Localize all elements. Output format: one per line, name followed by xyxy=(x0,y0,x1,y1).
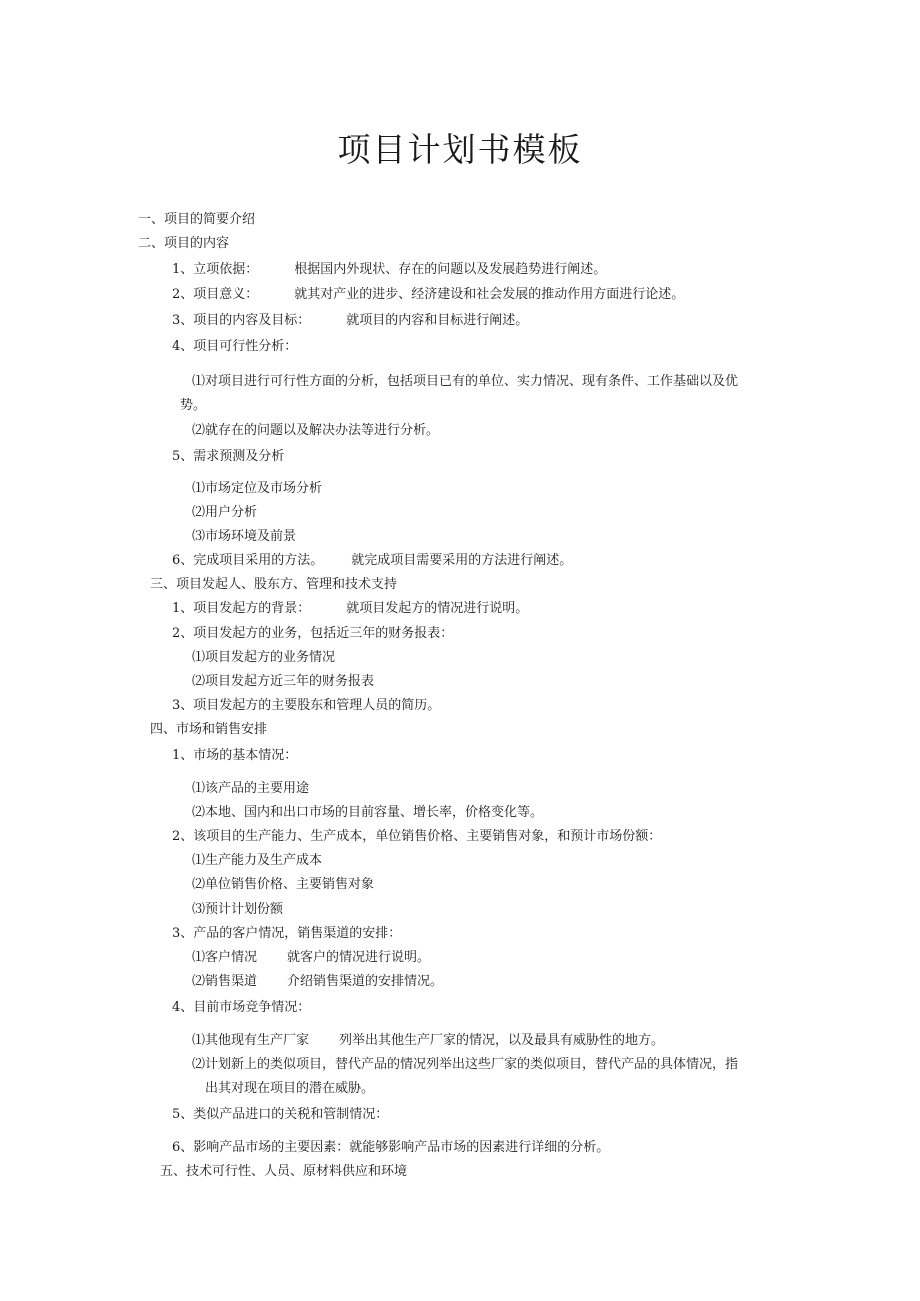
sub-item-text: 就客户的情况进行说明。 xyxy=(287,950,431,965)
item-4-6: 6、影响产品市场的主要因素：就能够影响产品市场的因素进行详细的分析。 xyxy=(172,1140,610,1155)
item-2-6 xyxy=(172,552,572,570)
item-2-2 xyxy=(172,286,684,304)
section-3-heading: 三、项目发起人、股东方、管理和技术支持 xyxy=(150,577,398,592)
item-text: 根据国内外现状、存在的问题以及发展趋势进行阐述。 xyxy=(294,262,607,277)
sub-item: ⑴项目发起方的业务情况 xyxy=(192,650,336,665)
item-text: 就项目发起方的情况进行说明。 xyxy=(346,601,529,616)
sub-item xyxy=(192,973,443,991)
item-2-3 xyxy=(172,312,528,330)
item-label: 1、项目发起方的背景： xyxy=(172,601,311,616)
sub-item: ⑵单位销售价格、主要销售对象 xyxy=(192,877,375,892)
sub-item-continued: 出其对现在项目的潜在威胁。 xyxy=(205,1081,375,1096)
item-4-4: 4、目前市场竞争情况： xyxy=(172,1000,311,1015)
item-4-3: 3、产品的客户情况，销售渠道的安排： xyxy=(172,926,402,941)
item-text: 就其对产业的进步、经济建设和社会发展的推动作用方面进行论述。 xyxy=(294,287,685,302)
sub-item: ⑶预计计划份额 xyxy=(192,902,284,917)
document-title: 项目计划书模板 xyxy=(337,130,583,169)
sub-item-label: ⑴客户情况 xyxy=(192,950,258,965)
item-4-1: 1、市场的基本情况： xyxy=(172,748,298,763)
item-label: 1、立项依据： xyxy=(172,262,259,277)
item-2-5: 5、需求预测及分析 xyxy=(172,449,285,464)
sub-item: ⑴对项目进行可行性方面的分析，包括项目已有的单位、实力情况、现有条件、工作基础以及优 xyxy=(192,374,739,389)
sub-item: ⑵本地、国内和出口市场的目前容量、增长率，价格变化等。 xyxy=(192,805,544,820)
section-4-heading: 四、市场和销售安排 xyxy=(150,722,268,737)
item-2-1 xyxy=(172,261,606,279)
section-5-heading: 五、技术可行性、人员、原材料供应和环境 xyxy=(160,1164,408,1179)
sub-item: ⑵计划新上的类似项目，替代产品的情况列举出这些厂家的类似项目，替代产品的具体情况，指 xyxy=(192,1057,739,1072)
sub-item: ⑴该产品的主要用途 xyxy=(192,781,310,796)
item-4-2: 2、该项目的生产能力、生产成本，单位销售价格、主要销售对象，和预计市场份额： xyxy=(172,829,662,844)
section-1-heading: 一、项目的简要介绍 xyxy=(138,212,256,227)
item-text: 就项目的内容和目标进行阐述。 xyxy=(346,313,529,328)
item-3-2: 2、项目发起方的业务，包括近三年的财务报表： xyxy=(172,626,454,641)
item-label: 3、项目的内容及目标： xyxy=(172,313,311,328)
sub-item xyxy=(192,1032,664,1050)
sub-item: ⑵项目发起方近三年的财务报表 xyxy=(192,674,375,689)
sub-item-text: 介绍销售渠道的安排情况。 xyxy=(287,974,444,989)
sub-item xyxy=(192,949,430,967)
sub-item: ⑶市场环境及前景 xyxy=(192,529,297,544)
sub-item-label: ⑴其他现有生产厂家 xyxy=(192,1033,310,1048)
sub-item-label: ⑵销售渠道 xyxy=(192,974,258,989)
item-3-3: 3、项目发起方的主要股东和管理人员的简历。 xyxy=(172,698,441,713)
sub-item: ⑵用户分析 xyxy=(192,505,258,520)
item-text: 就完成项目需要采用的方法进行阐述。 xyxy=(351,553,573,568)
item-3-1 xyxy=(172,600,528,618)
item-label: 6、完成项目采用的方法。 xyxy=(172,553,324,568)
sub-item: ⑴市场定位及市场分析 xyxy=(192,481,323,496)
sub-item-continued: 势。 xyxy=(180,398,207,413)
item-2-4: 4、项目可行性分析： xyxy=(172,339,298,354)
sub-item: ⑴生产能力及生产成本 xyxy=(192,853,323,868)
item-4-5: 5、类似产品进口的关税和管制情况： xyxy=(172,1107,389,1122)
sub-item-text: 列举出其他生产厂家的情况，以及最具有威胁性的地方。 xyxy=(339,1033,665,1048)
sub-item: ⑵就存在的问题以及解决办法等进行分析。 xyxy=(192,423,440,438)
section-2-heading: 二、项目的内容 xyxy=(138,236,230,251)
item-label: 2、项目意义： xyxy=(172,287,259,302)
